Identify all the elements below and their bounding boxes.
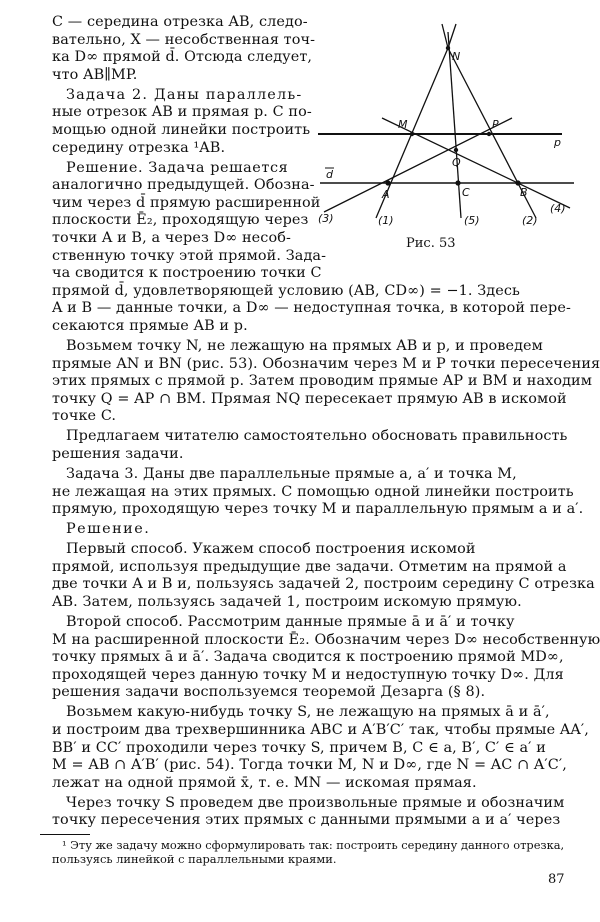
text-line: две точки A и B и, пользуясь задачей 2, построим середину C отрезка: [52, 576, 595, 593]
text-line: середину отрезка ¹AB.: [52, 139, 226, 156]
label-line-4: (4): [550, 202, 566, 215]
text-line: чим через d̄ прямую расширенной: [52, 194, 321, 211]
text-line: решения задачи.: [52, 446, 184, 462]
label-line-5: (5): [464, 214, 480, 227]
point-Q: [454, 148, 458, 152]
text-line: проходящей через данную точку M и недоступную точку D∞. Для: [52, 666, 564, 683]
text-line: аналогично предыдущей. Обозна-: [52, 177, 315, 194]
text-line: прямую, проходящую через точку M и параллельную прямым a и a′.: [52, 501, 584, 518]
page-number: 87: [548, 872, 565, 887]
point-B: [515, 180, 520, 185]
label-line-3: (3): [318, 212, 334, 225]
method-heading: Второй способ. Рассмотрим данные прямые ā и ā′ и точку: [66, 614, 515, 630]
text-line: точку Q = AP ∩ BM. Прямая NQ пересекает прямую AB в искомой: [52, 390, 567, 407]
line-3-AP: [324, 118, 512, 212]
figure-caption: Рис. 53: [406, 236, 456, 251]
line-N-top: [442, 24, 448, 48]
solution-heading: Решение.: [66, 521, 151, 538]
problem-heading: Задача 2. Даны параллель-: [66, 86, 303, 103]
label-P: P: [492, 118, 499, 131]
label-M: M: [398, 118, 408, 131]
text-line: точки A и B, а через D∞ несоб-: [52, 230, 291, 246]
text-line: ственную точку этой прямой. Зада-: [52, 247, 327, 264]
text-line: решения задачи воспользуемся теоремой Дезарга (§ 8).: [52, 684, 486, 701]
label-line-2: (2): [522, 214, 538, 227]
label-C: C: [462, 186, 470, 199]
line-N-top2: [448, 24, 456, 48]
label-B: B: [520, 186, 528, 199]
footnote-line: пользуясь линейкой с параллельными краями.: [52, 852, 337, 866]
footnote-rule: [40, 834, 90, 835]
point-N: [446, 46, 450, 50]
text-line: точке C.: [52, 408, 117, 425]
text-line: Возьмем какую-нибудь точку S, не лежащую на прямых ā и ā′,: [66, 704, 550, 721]
point-P: [487, 132, 491, 136]
text-line: M = AB ∩ A′B′ (рис. 54). Тогда точки M, N и D∞, где N = AC ∩ A′C′,: [52, 757, 567, 774]
text-line: Возьмем точку N, не лежащую на прямых AB и p, и проведем: [66, 338, 543, 354]
text-line: не лежащая на этих прямых. С помощью одной линейки построить: [52, 483, 574, 500]
text-line: прямые AN и BN (рис. 53). Обозначим через M и P точки пересечения: [52, 355, 600, 372]
text-line: и построим два трехвершинника ABC и A′B′C′ так, чтобы прямые AA′,: [52, 722, 589, 738]
text-line: прямой d̄, удовлетворяющей условию (AB, CD∞) = −1. Здесь: [52, 282, 520, 299]
solution-heading: Решение. Задача решается: [66, 159, 289, 176]
text-line: AB. Затем, пользуясь задачей 1, построим искомую прямую.: [52, 594, 522, 610]
text-line: мощью одной линейки построить: [52, 122, 311, 138]
text-line: лежат на одной прямой x̄, т. е. MN — искомая прямая.: [52, 774, 477, 791]
text-line: точку пересечения этих прямых с данными прямыми a и a′ через: [52, 812, 561, 829]
text-line: вательно, X — несобственная точ-: [52, 31, 316, 48]
text-line: Через точку S проведем две произвольные прямые и обозначим: [66, 794, 565, 811]
text-line: BB′ и CC′ проходили через точку S, причем B, C ∈ a, B′, C′ ∈ a′ и: [52, 739, 546, 756]
text-line: M на расширенной плоскости Ē₂. Обозначим через D∞ несобственную: [52, 631, 600, 648]
label-p: p: [554, 136, 561, 149]
text-line: C — середина отрезка AB, следо-: [52, 14, 308, 30]
text-line: этих прямых с прямой p. Затем проводим прямые AP и BM и находим: [52, 373, 593, 390]
text-line: что AB∥MP.: [52, 66, 138, 83]
label-Q: Q: [452, 156, 461, 169]
point-M: [410, 132, 414, 136]
text-line: плоскости Ē₂, проходящую через: [52, 212, 309, 229]
method-heading: Первый способ. Укажем способ построения искомой: [66, 541, 476, 558]
point-A: [385, 180, 390, 185]
text-line: Предлагаем читателю самостоятельно обосновать правильность: [66, 428, 568, 445]
point-C: [455, 180, 460, 185]
text-line: ча сводится к построению точки C: [52, 265, 322, 282]
text-line: прямой, используя предыдущие две задачи. Отметим на прямой a: [52, 558, 567, 575]
problem-heading: Задача 3. Даны две параллельные прямые a, a′ и точка M,: [66, 466, 517, 482]
label-d: d: [326, 168, 333, 181]
text-line: ка D∞ прямой d̄. Отсюда следует,: [52, 49, 313, 66]
label-N: N: [452, 50, 461, 63]
text-line: точку прямых ā и ā′. Задача сводится к построению прямой MD∞,: [52, 649, 564, 666]
footnote-line: ¹ Эту же задачу можно сформулировать так: построить середину данного отрезка,: [62, 838, 565, 852]
label-line-1: (1): [378, 214, 394, 227]
figure-53: [312, 22, 580, 230]
text-line: секаются прямые AB и p.: [52, 318, 248, 334]
label-A: A: [382, 188, 390, 201]
text-line: ные отрезок AB и прямая p. С по-: [52, 104, 312, 121]
line-4-BM: [382, 118, 570, 208]
text-line: A и B — данные точки, а D∞ — недоступная точка, в которой пере-: [52, 300, 571, 317]
